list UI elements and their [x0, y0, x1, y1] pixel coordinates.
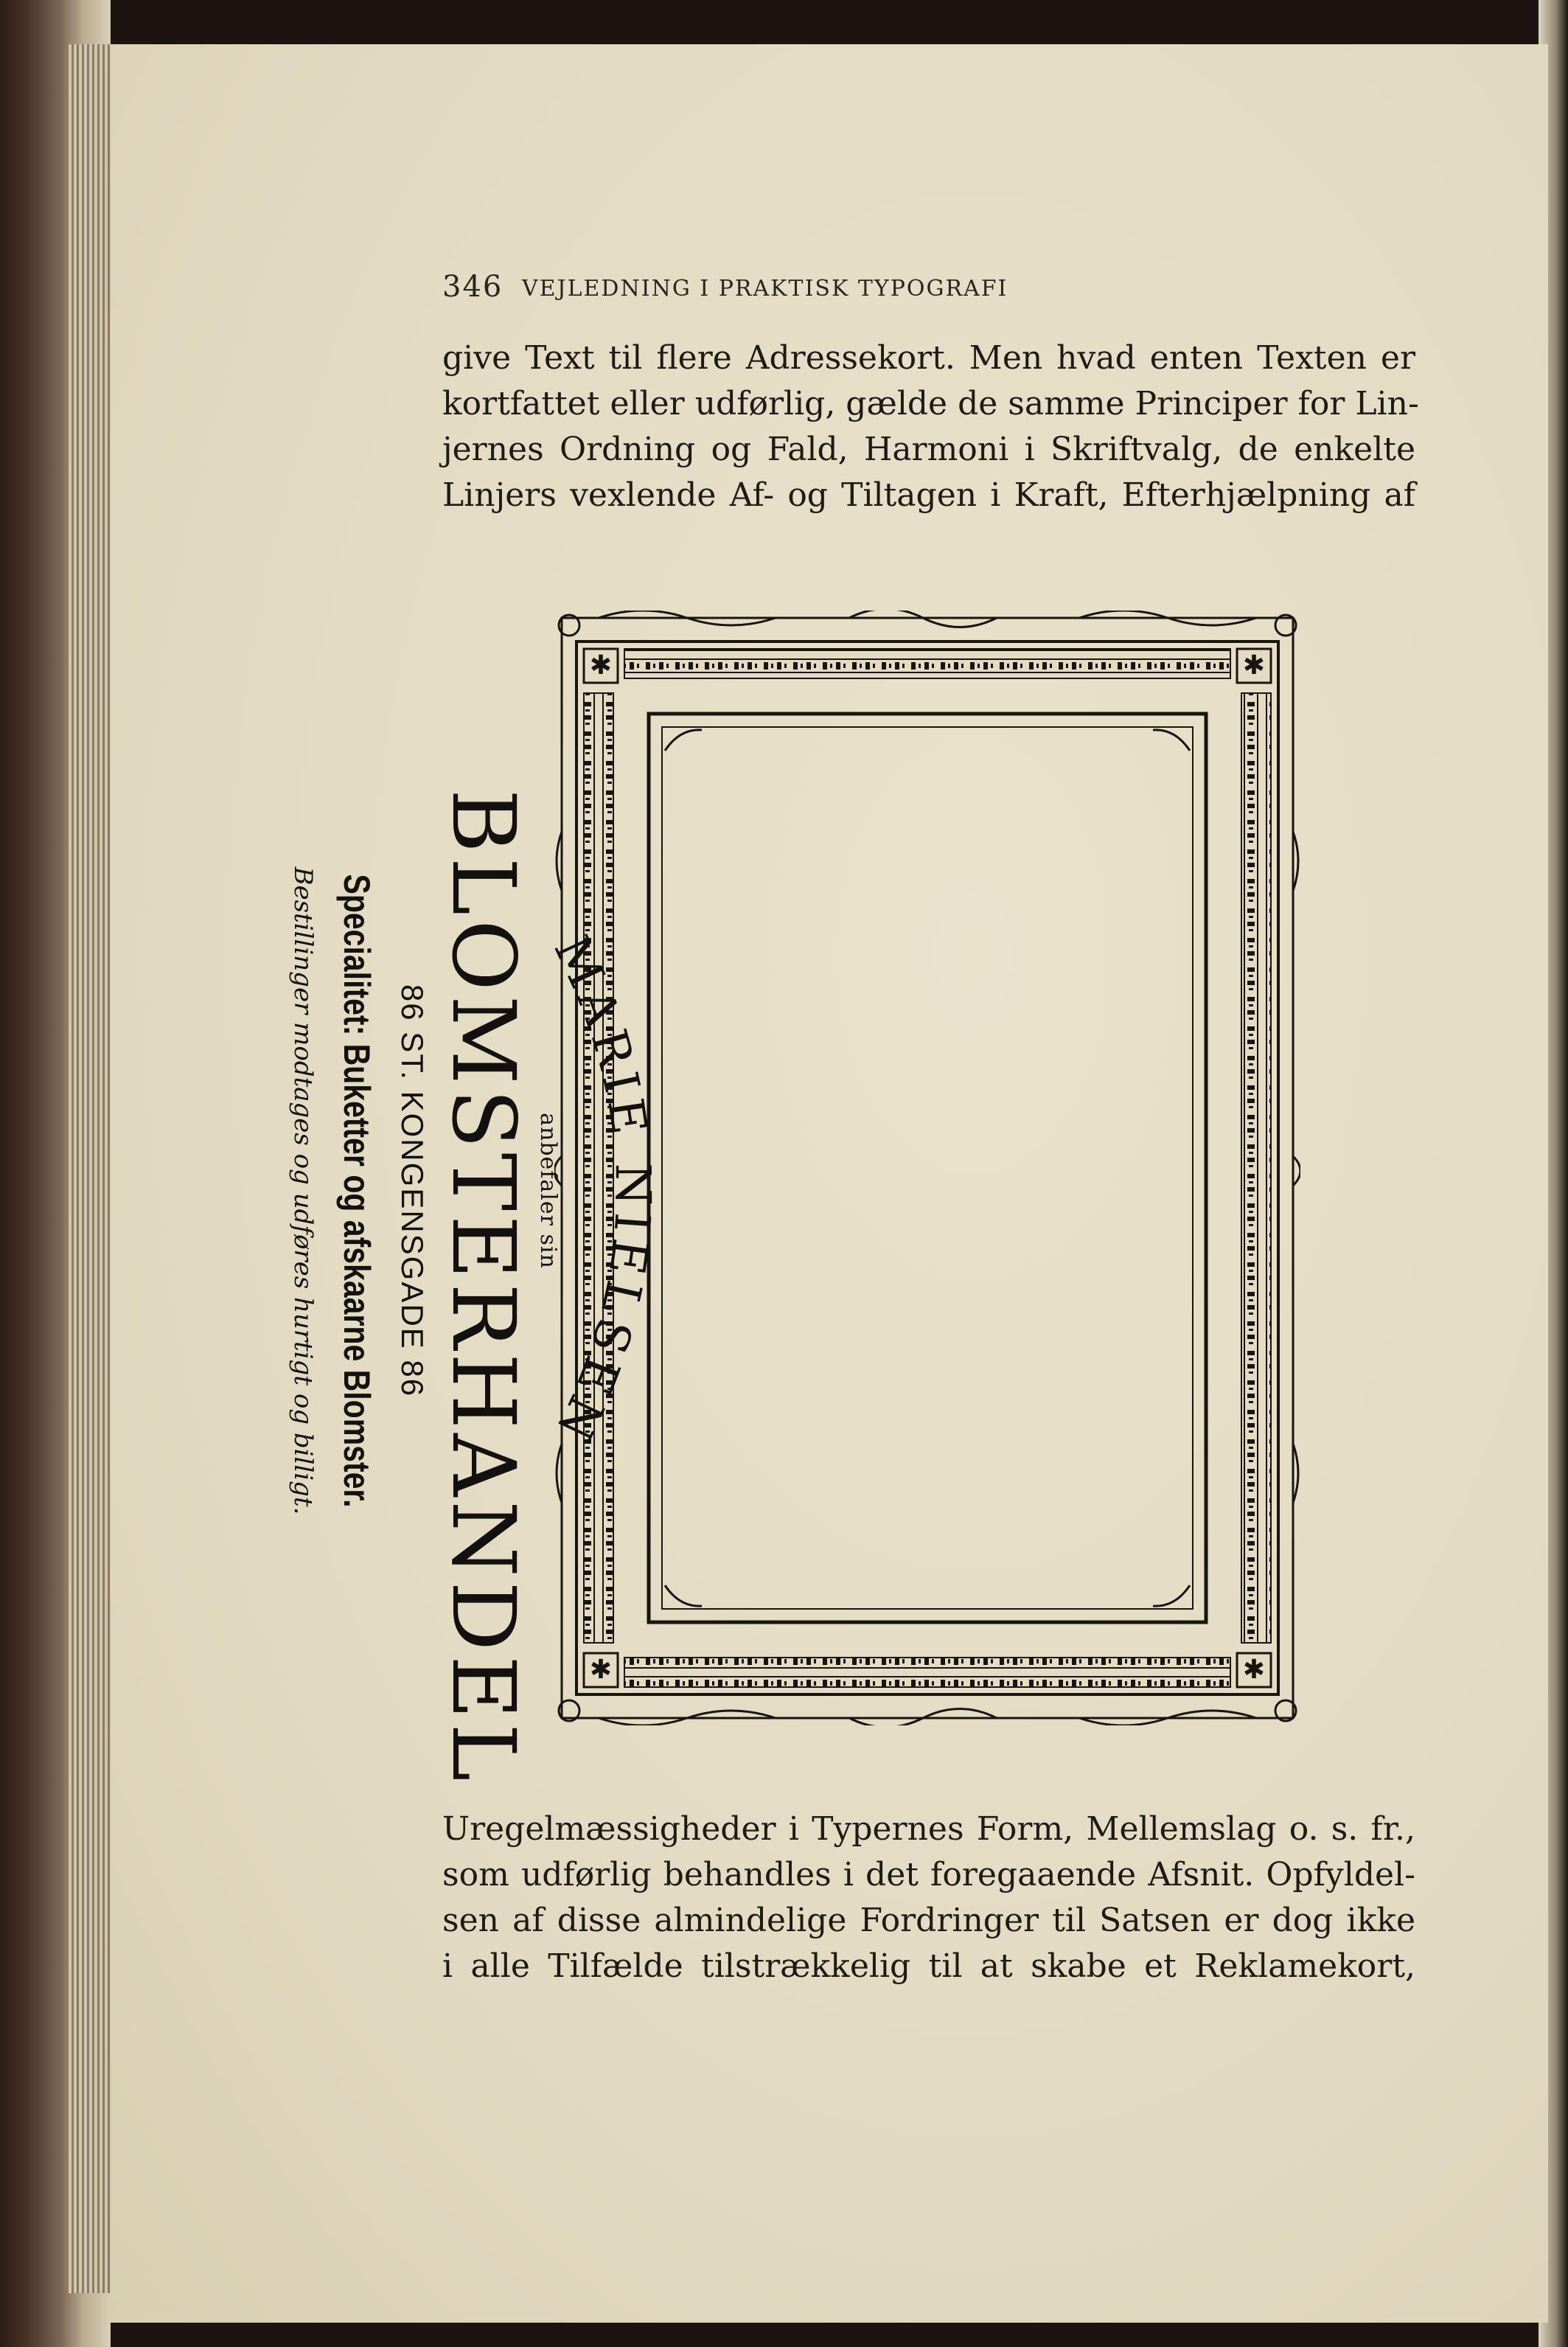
corner-asterisk-icon: ✱ — [1242, 650, 1266, 681]
text-line: jernes Ordning og Fald, Harmoni i Skriftvalg, de enkelte — [442, 431, 1415, 468]
text-line: give Text til flere Adressekort. Men hvad enten Texten er — [442, 339, 1415, 377]
page-number: 346 — [442, 270, 503, 304]
corner-asterisk-icon: ✱ — [589, 1655, 613, 1685]
text-line: kortfattet eller udførlig, gælde de samme Principer for Lin- — [442, 385, 1419, 423]
text-line: som udførlig behandles i det foregaaende Afsnit. Opfyldel- — [442, 1856, 1415, 1894]
running-title: VEJLEDNING I PRAKTISK TYPOGRAFI — [522, 276, 1008, 302]
text-line: Linjers vexlende Af- og Tiltagen i Kraft, Efterhjælpning af — [442, 476, 1415, 514]
business-card-content — [222, 789, 672, 1786]
card-address: 86 ST. KONGENSGADE 86 — [395, 984, 430, 1398]
card-subtitle: anbefaler sin — [535, 1113, 561, 1269]
running-header — [442, 270, 1268, 311]
paragraph-after-card — [442, 1807, 1415, 1989]
text-line: Uregelmæssigheder i Typernes Form, Mellemslag o. s. fr., — [442, 1810, 1415, 1848]
corner-asterisk-icon: ✱ — [589, 650, 613, 681]
text-line: sen af disse almindelige Fordringer til Satsen er dog ikke — [442, 1902, 1415, 1939]
corner-asterisk-icon: ✱ — [1242, 1655, 1266, 1685]
text-line: i alle Tilfælde tilstrækkelig til at skabe et Reklamekort, — [442, 1947, 1415, 1985]
card-name: MARIE NIELSEN — [543, 927, 662, 1455]
card-business-name: BLOMSTERHANDEL — [433, 789, 534, 1786]
paragraph-before-card — [442, 335, 1419, 518]
card-note: Bestillinger modtages og udføres hurtigt og billigt. — [288, 866, 318, 1515]
card-specialty: Specialitet: Buketter og afskaarne Blomster. — [336, 874, 377, 1508]
